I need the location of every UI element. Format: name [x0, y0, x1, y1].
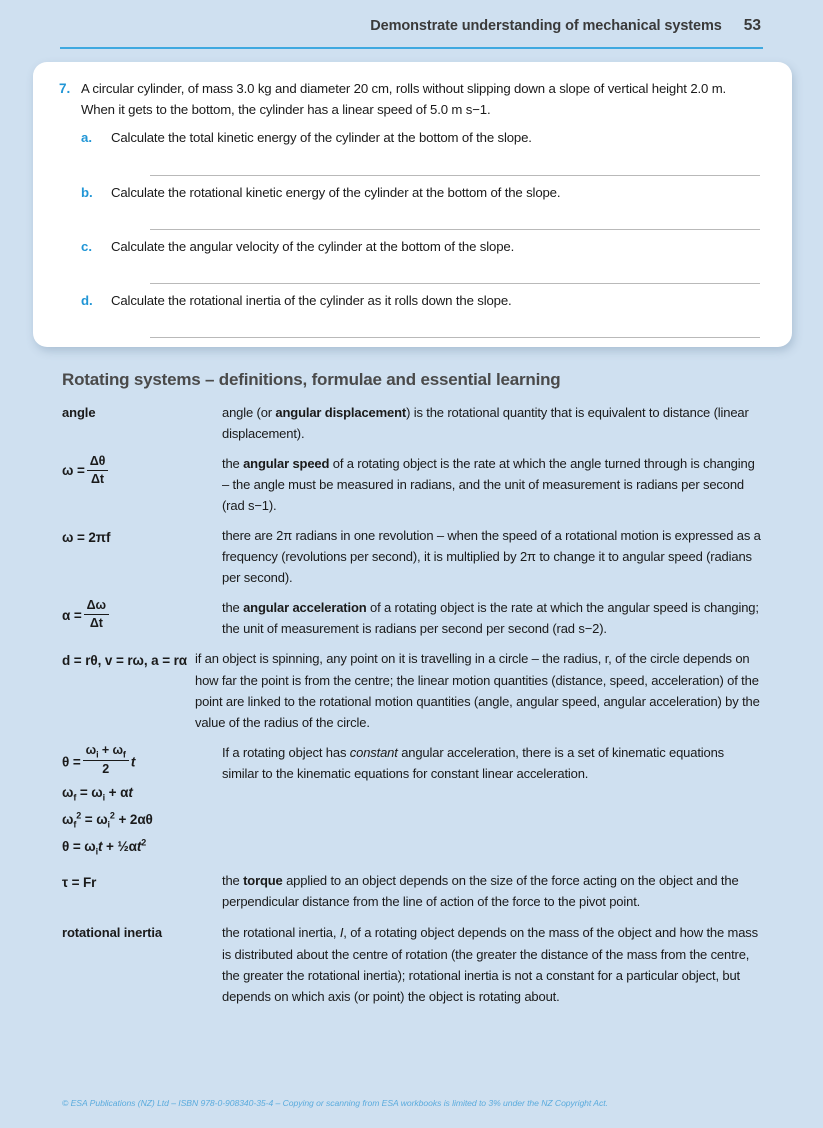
question-card: [33, 62, 792, 347]
kinematics-desc-part1: If a rotating object has: [222, 744, 350, 760]
angular-speed-desc-part2: of a rotating object is the rate at which the angle turned through is changing – the angle must be measured in radians, and the unit of measurement is radians per second (rad s−1).: [222, 456, 755, 514]
angular-acceleration-desc-part2: of a rotating object is the rate at which the angular speed is changing; the unit of measurement is radians per second per second (rad s−2).: [222, 600, 759, 637]
kinematics-eq1-fraction: [83, 743, 129, 778]
formula-kinematics-block: [62, 742, 222, 862]
answer-space-d[interactable]: [59, 311, 762, 337]
part-a-letter: a.: [81, 129, 92, 145]
rotational-inertia-desc-part1: the rotational inertia,: [222, 925, 340, 941]
torque-desc-part1: the: [222, 873, 244, 889]
angular-acceleration-lhs: α =: [62, 607, 82, 623]
linear-rotational-equation: d = rθ, v = rω, a = rα: [62, 653, 187, 669]
kinematics-equation-4: $\theta = \omega_it$ + $\frac{1}{2}\alpha t^2$: [62, 837, 147, 857]
page-header: [0, 0, 823, 60]
term-rotational-inertia: rotational inertia: [62, 925, 163, 941]
question-stem-row: [59, 78, 762, 121]
angular-speed-desc-part1: the: [222, 456, 244, 472]
formula-linear-rotational: [62, 648, 195, 674]
kinematics-desc-italic: constant: [349, 744, 398, 760]
answer-line-d: [150, 337, 760, 338]
question-part-b: [59, 182, 762, 203]
description-angle: [222, 402, 762, 444]
answer-space-a[interactable]: [59, 148, 762, 175]
angular-speed-fraction: [87, 454, 109, 487]
question-body: [33, 62, 792, 347]
part-a-text: Calculate the total kinetic energy of the cylinder at the bottom of the slope.: [111, 129, 532, 145]
angle-desc-bold: angular displacement: [275, 405, 407, 420]
definition-row-torque: [62, 870, 762, 912]
description-torque: [222, 870, 762, 912]
angular-acceleration-desc-bold: angular acceleration: [243, 600, 367, 616]
definition-row-angular-acceleration: [62, 597, 762, 639]
answer-line-a: [150, 175, 760, 176]
question-part-a: [59, 127, 762, 148]
question-part-c: [59, 236, 762, 257]
kinematics-eq1-tail: t: [130, 753, 136, 769]
description-angular-acceleration: [222, 597, 762, 639]
definition-row-omega-frequency: [62, 525, 762, 588]
angular-speed-desc-bold: angular speed: [243, 456, 330, 472]
definition-row-kinematics: [62, 742, 762, 862]
part-c-letter: c.: [81, 239, 92, 254]
description-rotational-inertia: [222, 922, 762, 1006]
angular-speed-lhs: ω =: [62, 463, 85, 479]
kinematics-desc-part2: angular acceleration, there is a set of kinematic equations similar to the kinematic equations for constant linear acceleration.: [222, 744, 725, 781]
rotational-inertia-desc-part2: , of a rotating object depends on the mass of the object and how the mass is distributed about the centre of rotation (the greater the distance of the mass from the centre, the greater the rotational inertia); rotational inertia is not a constant for a particular object, but depends on which axis (or point) the object is rotating about.: [222, 925, 758, 1004]
angular-acceleration-desc-part1: the: [222, 600, 244, 616]
kinematics-equation-1: [62, 743, 222, 780]
angular-acceleration-denominator: Δt: [89, 616, 103, 630]
angle-desc-part1: angle (or: [222, 405, 276, 420]
part-d-letter: d.: [81, 293, 93, 309]
part-b-letter: b.: [81, 184, 93, 200]
formula-torque: [62, 870, 222, 896]
formula-angular-acceleration: [62, 597, 222, 631]
kinematics-eq1-numerator: $\omega_i + \omega_f$: [83, 743, 129, 762]
torque-desc-part2: applied to an object depends on the size of the force acting on the object and the perpendicular distance from the line of action of the force to the pivot point.: [222, 873, 739, 910]
answer-line-b: [150, 229, 760, 230]
question-part-d: [59, 290, 762, 311]
torque-desc-bold: torque: [243, 873, 283, 889]
formula-angular-speed: [62, 453, 222, 487]
omega-frequency-equation: ω = 2πf: [62, 530, 111, 546]
header-row: [370, 17, 761, 35]
description-omega-frequency: there are 2π radians in one revolution – when the speed of a rotational motion is expressed as a frequency (revolutions per second), it is multiplied by 2π to change it to angular speed (radians per second).: [222, 528, 761, 586]
torque-equation: τ = Fr: [62, 875, 97, 891]
definition-row-angular-speed: [62, 453, 762, 516]
definition-row-rotational-inertia: [62, 922, 762, 1006]
page-title: Demonstrate understanding of mechanical systems: [370, 18, 722, 34]
angle-desc-part2: ) is the rotational quantity that is equivalent to distance (linear displacement).: [222, 405, 749, 442]
angular-speed-denominator: Δt: [91, 471, 104, 486]
part-d-text: Calculate the rotational inertia of the cylinder as it rolls down the slope.: [111, 293, 512, 309]
kinematics-equation-2: $\omega_f = \omega_i + \alpha t$: [62, 784, 133, 803]
answer-space-b[interactable]: [59, 203, 762, 229]
term-angle: angle: [62, 405, 96, 420]
definition-row-angle: [62, 402, 762, 444]
definition-row-linear-rotational: [62, 648, 762, 732]
description-kinematics: [222, 742, 762, 784]
rotational-inertia-desc-italic: I: [339, 925, 344, 941]
answer-space-c[interactable]: [59, 257, 762, 283]
kinematics-equation-3: $\omega_f^2 = \omega_i^2 + 2\alpha\theta$: [62, 810, 153, 830]
description-angular-speed: [222, 453, 762, 516]
definitions-title: Rotating systems – definitions, formulae and essential learning: [62, 370, 561, 389]
part-b-text: Calculate the rotational kinetic energy of the cylinder at the bottom of the slope.: [111, 184, 561, 200]
angular-acceleration-fraction: [84, 598, 109, 631]
angular-acceleration-numerator: Δω: [84, 598, 109, 615]
formula-omega-frequency: [62, 525, 222, 551]
description-linear-rotational: if an object is spinning, any point on it is travelling in a circle – the radius, r, of the circle depends on how far the point is from the centre; the linear motion quantities (distance, speed, acceleration) of the point are linked to the rotational motion quantities (angle, angular speed, angular acceleration) by the value of the radius of the circle.: [194, 651, 760, 730]
angular-speed-numerator: Δθ: [87, 454, 109, 471]
question-stem-text: A circular cylinder, of mass 3.0 kg and diameter 20 cm, rolls without slipping down a slope of vertical height 2.0 m. When it gets to the bottom, the cylinder has a linear speed of 5.0 m s−1.: [81, 81, 727, 118]
answer-line-c: [150, 283, 760, 284]
definitions-section: [62, 370, 762, 1016]
kinematics-eq1-denominator: 2: [102, 762, 110, 777]
kinematics-eq1-lhs: θ =: [62, 753, 81, 769]
part-c-text: Calculate the angular velocity of the cylinder at the bottom of the slope.: [111, 239, 515, 254]
question-number: 7.: [59, 81, 71, 96]
copyright-footer: © ESA Publications (NZ) Ltd – ISBN 978-0-908340-35-4 – Copying or scanning from ESA workbooks is limited to 3% under the NZ Copyright Act.: [62, 1098, 608, 1108]
header-divider: [60, 47, 763, 49]
page-number: 53: [743, 17, 761, 34]
